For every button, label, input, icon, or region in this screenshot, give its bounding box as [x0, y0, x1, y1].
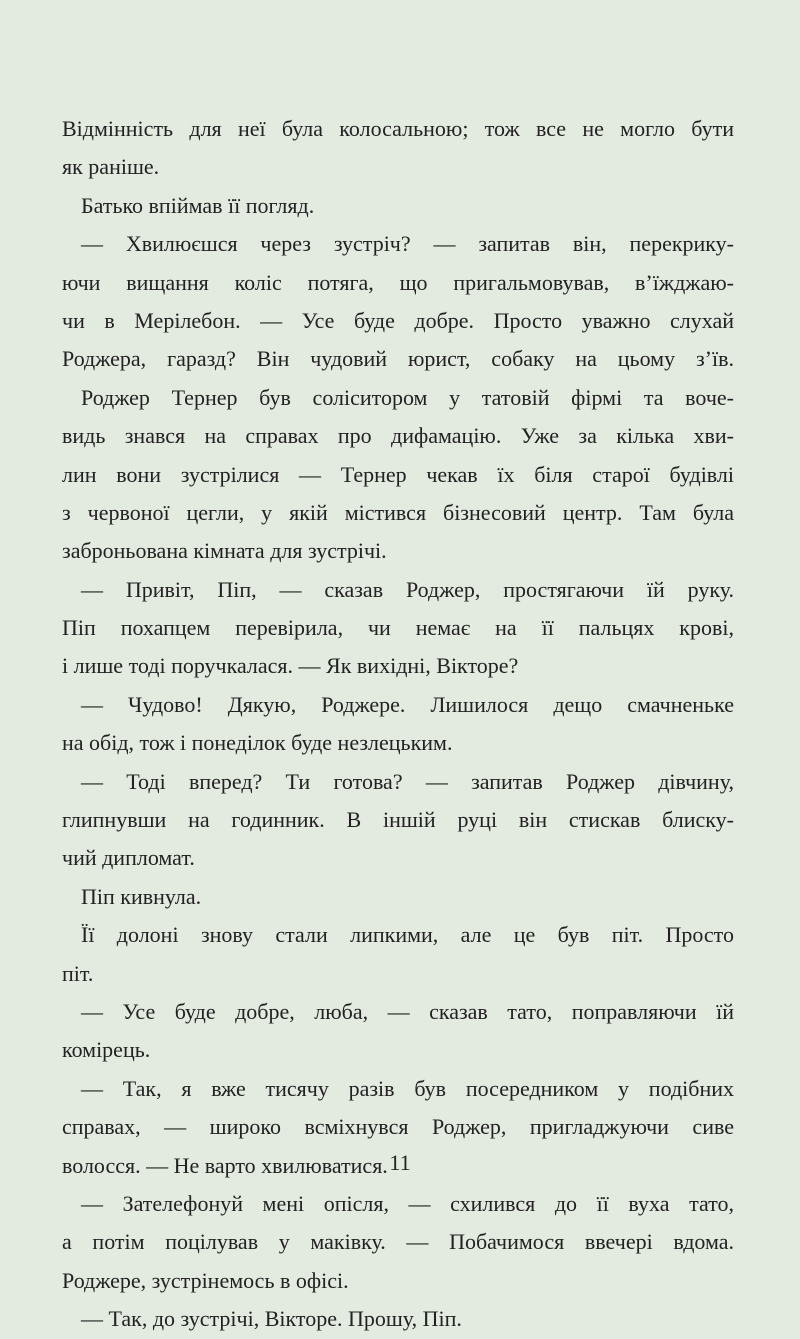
text-line: Піп похапцем перевірила, чи немає на її пальцях крові, [62, 615, 734, 641]
text-line: видь знався на справах про дифамацію. Уже за кілька хви- [62, 423, 734, 449]
text-line: Роджера, гаразд? Він чудовий юрист, собаку на цьому з’їв. [62, 346, 734, 372]
text-line: — Так, до зустрічі, Вікторе. Прошу, Піп. [81, 1306, 462, 1332]
text-line: піт. [62, 960, 94, 986]
text-line: — Так, я вже тисячу разів був посередником у подібних [81, 1075, 734, 1101]
text-line: Роджер Тернер був соліситором у татовій фірмі та воче- [81, 384, 734, 410]
text-line: чи в Мерілебон. — Усе буде добре. Просто уважно слухай [62, 307, 734, 333]
text-line: лин вони зустрілися — Тернер чекав їх біля старої будівлі [62, 461, 734, 487]
text-line: чий дипломат. [62, 845, 195, 871]
page-number: 11 [389, 1150, 411, 1175]
text-line: заброньована кімната для зустрічі. [62, 538, 387, 564]
text-line: як раніше. [62, 154, 160, 180]
text-line: Піп кивнула. [81, 883, 202, 909]
text-line: — Чудово! Дякую, Роджере. Лишилося дещо смачненьке [81, 691, 734, 717]
text-line: а потім поцілував у маківку. — Побачимося ввечері вдома. [62, 1229, 734, 1255]
text-line: на обід, тож і понеділок буде незлецьким. [62, 730, 453, 756]
text-line: і лише тоді поручкалася. — Як вихідні, Вікторе? [62, 653, 519, 679]
text-line: ючи вищання коліс потяга, що пригальмовував, в’їжджаю- [62, 269, 734, 295]
text-line: справах, — широко всміхнувся Роджер, пригладжуючи сиве [62, 1114, 734, 1140]
text-line: — Зателефонуй мені опісля, — схилився до її вуха тато, [81, 1190, 734, 1216]
text-line: з червоної цегли, у якій містився бізнесовий центр. Там була [62, 499, 734, 525]
text-line: глипнувши на годинник. В іншій руці він стискав блиску- [62, 807, 734, 833]
text-line: Відмінність для неї була колосальною; тож все не могло бути [62, 116, 734, 141]
text-line: — Усе буде добре, люба, — сказав тато, поправляючи їй [81, 998, 734, 1024]
text-line: Батько впіймав її погляд. [81, 192, 315, 218]
text-line: волосся. — Не варто хвилюватися. [62, 1152, 388, 1178]
text-line: — Хвилюєшся через зустріч? — запитав він, перекрику- [81, 231, 734, 257]
text-line: Її долоні знову стали липкими, але це був піт. Просто [81, 922, 734, 948]
text-line: комірець. [62, 1037, 151, 1063]
text-line: — Тоді вперед? Ти готова? — запитав Роджер дівчину, [81, 768, 734, 794]
text-line: — Привіт, Піп, — сказав Роджер, простягаючи їй руку. [81, 576, 734, 602]
text-line: Роджере, зустрінемось в офісі. [62, 1267, 349, 1293]
